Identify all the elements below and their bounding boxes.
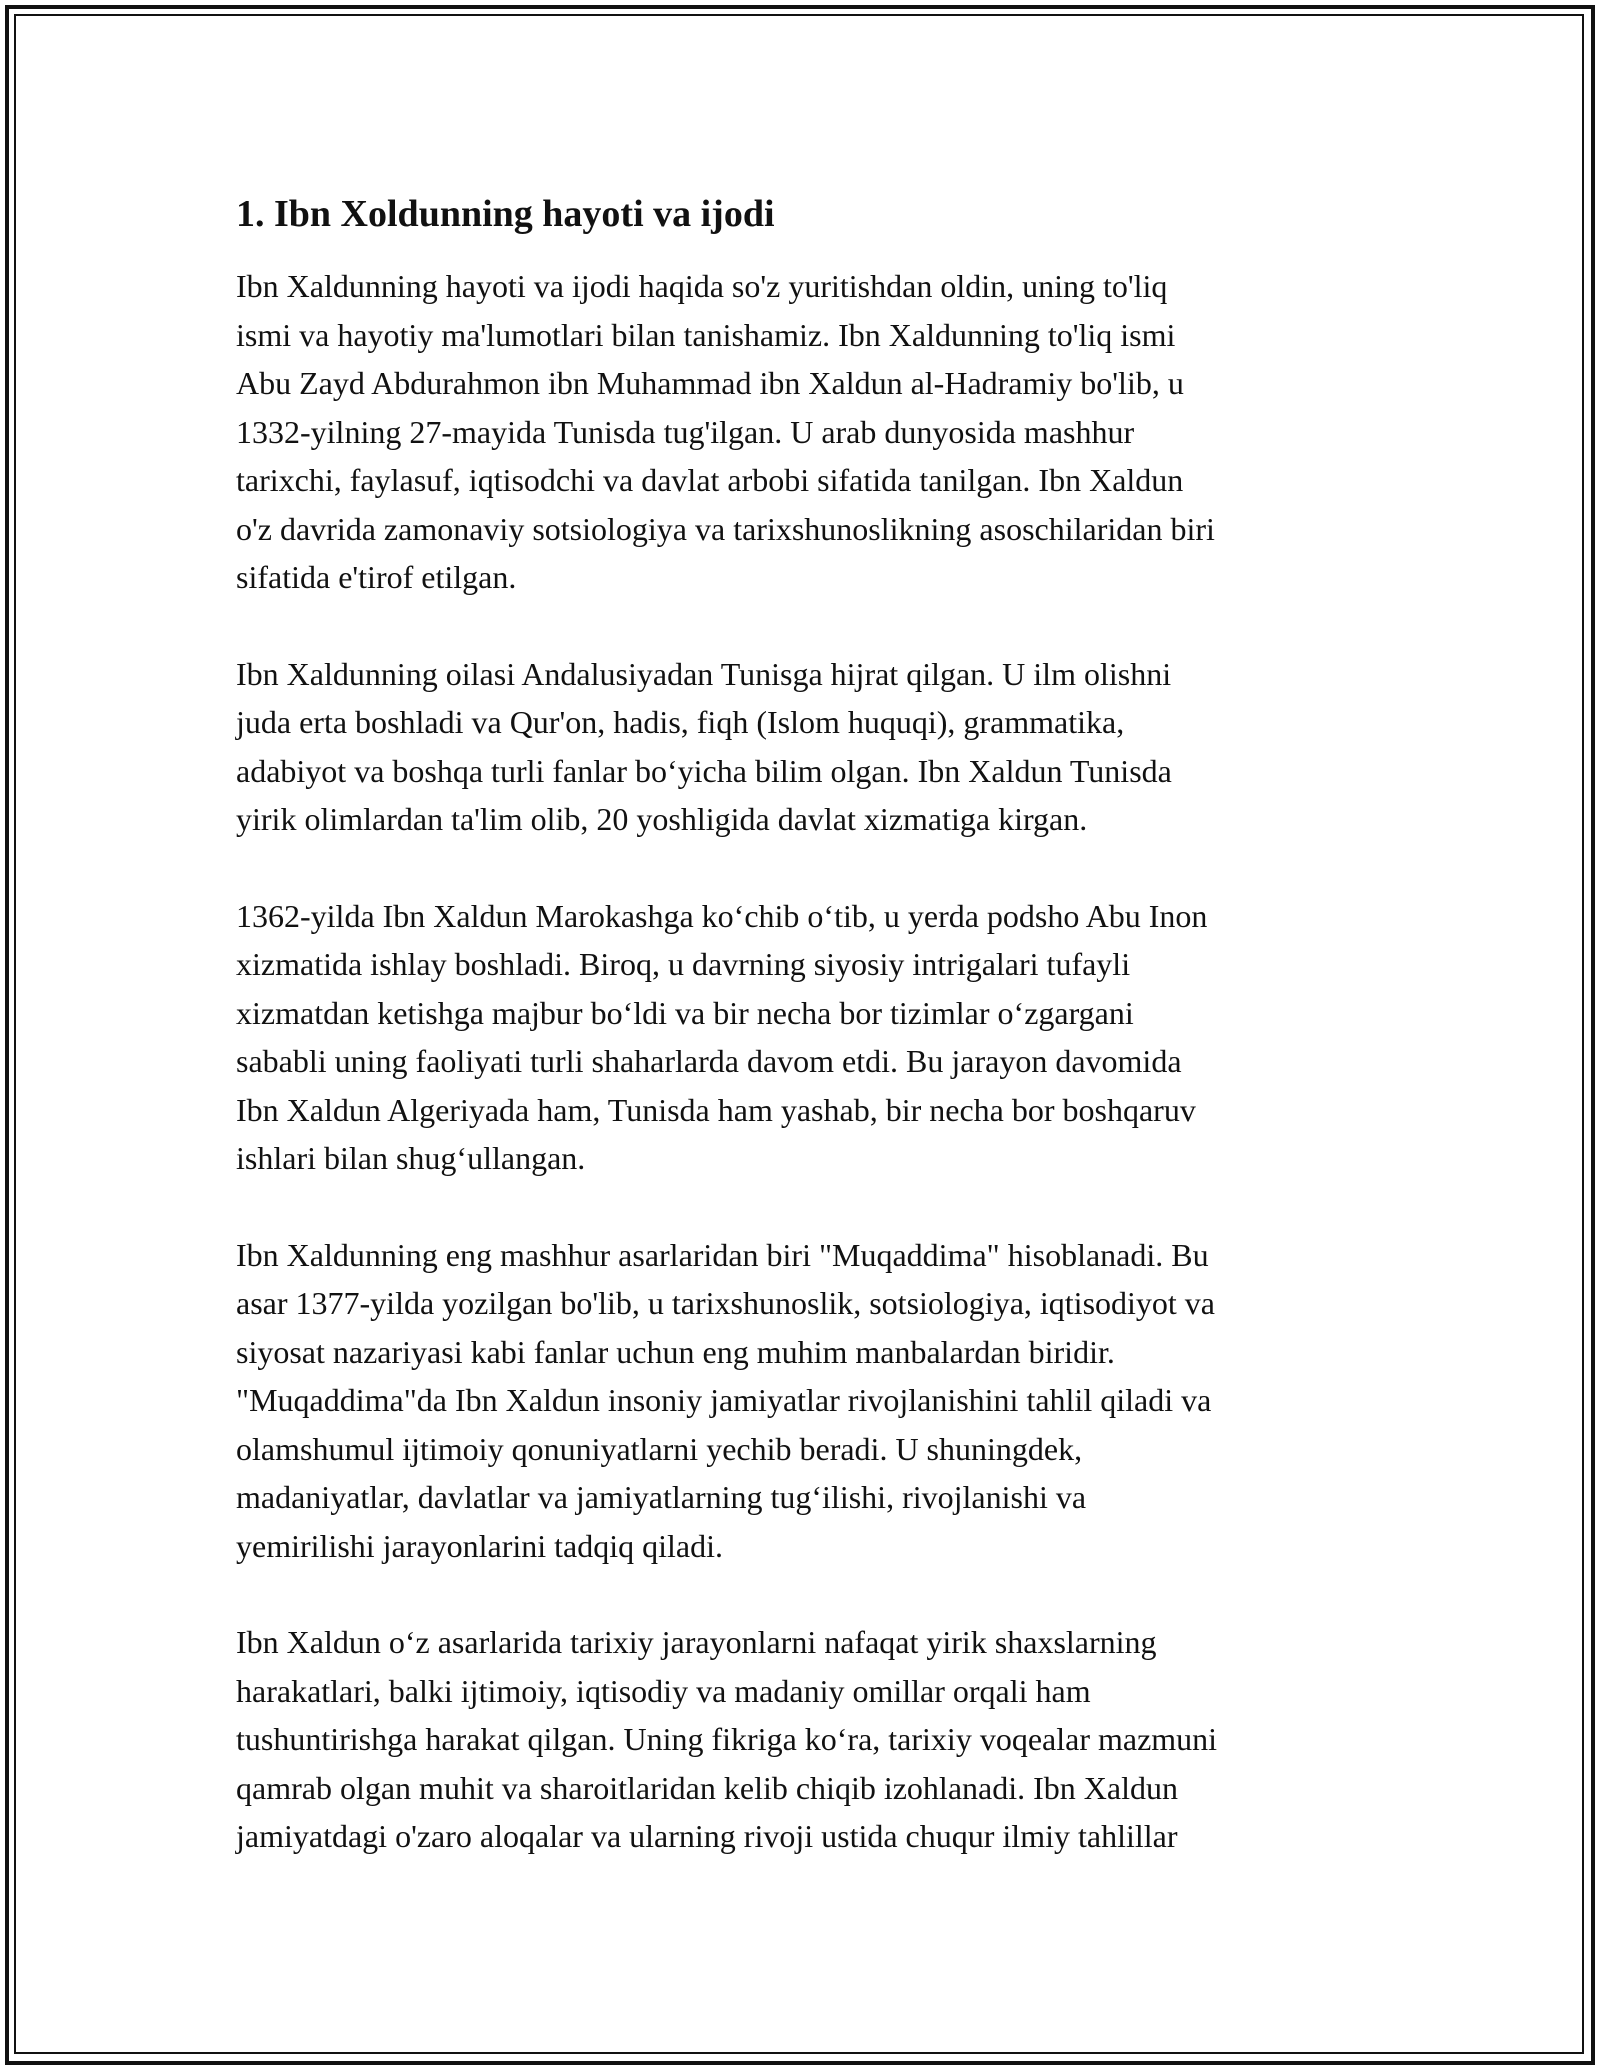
section-heading: 1. Ibn Xoldunning hayoti va ijodi (236, 193, 775, 235)
paragraph-5: Ibn Xaldun o‘z asarlarida tarixiy jarayonlarni nafaqat yirik shaxslarning harakatlari, balki ijtimoiy, iqtisodiy va madaniy omillar orqali ham tushuntirishga harakat qilgan. Uning fikriga ko‘ra, tarixiy voqealar mazmuni qamrab olgan muhit va sharoitlaridan kelib chiqib izohlanadi. Ibn Xaldun jamiyatdagi o'zaro aloqalar va ularning rivoji ustida chuqur ilmiy tahlillar (236, 1624, 1218, 1854)
document-body (236, 188, 1366, 1909)
paragraph-4: Ibn Xaldunning eng mashhur asarlaridan biri "Muqaddima" hisoblanadi. Bu asar 1377-yilda yozilgan bo'lib, u tarixshunoslik, sotsiologiya, iqtisodiyot va siyosat nazariyasi kabi fanlar uchun eng muhim manbalardan biridir. "Muqaddima"da Ibn Xaldun insoniy jamiyatlar rivojlanishini tahlil qiladi va olamshumul ijtimoiy qonuniyatlarni yechib beradi. U shuningdek, madaniyatlar, davlatlar va jamiyatlarning tug‘ilishi, rivojlanishi va yemirilishi jarayonlarini tadqiq qiladi. (236, 1236, 1215, 1564)
paragraph-3: 1362-yilda Ibn Xaldun Marokashga ko‘chib o‘tib, u yerda podsho Abu Inon xizmatida ishlay boshladi. Biroq, u davrning siyosiy intrigalari tufayli xizmatdan ketishga majbur bo‘ldi va bir necha bor tizimlar o‘zgargani sababli uning faoliyati turli shaharlarda davom etdi. Bu jarayon davomida Ibn Xaldun Algeriyada ham, Tunisda ham yashab, bir necha bor boshqaruv ishlari bilan shug‘ullangan. (236, 897, 1208, 1176)
paragraph-1: Ibn Xaldunning hayoti va ijodi haqida so'z yuritishdan oldin, uning to'liq ismi va hayotiy ma'lumotlari bilan tanishamiz. Ibn Xaldunning to'liq ismi Abu Zayd Abdurahmon ibn Muhammad ibn Xaldun al-Hadramiy bo'lib, u 1332-yilning 27-mayida Tunisda tug'ilgan. U arab dunyosida mashhur tarixchi, faylasuf, iqtisodchi va davlat arbobi sifatida tanilgan. Ibn Xaldun o'z davrida zamonaviy sotsiologiya va tarixshunoslikning asoschilaridan biri sifatida e'tirof etilgan. (236, 268, 1215, 595)
paragraph-2: Ibn Xaldunning oilasi Andalusiyadan Tunisga hijrat qilgan. U ilm olishni juda erta boshladi va Qur'on, hadis, fiqh (Islom huquqi), grammatika, adabiyot va boshqa turli fanlar bo‘yicha bilim olgan. Ibn Xaldun Tunisda yirik olimlardan ta'lim olib, 20 yoshligida davlat xizmatiga kirgan. (236, 655, 1172, 837)
